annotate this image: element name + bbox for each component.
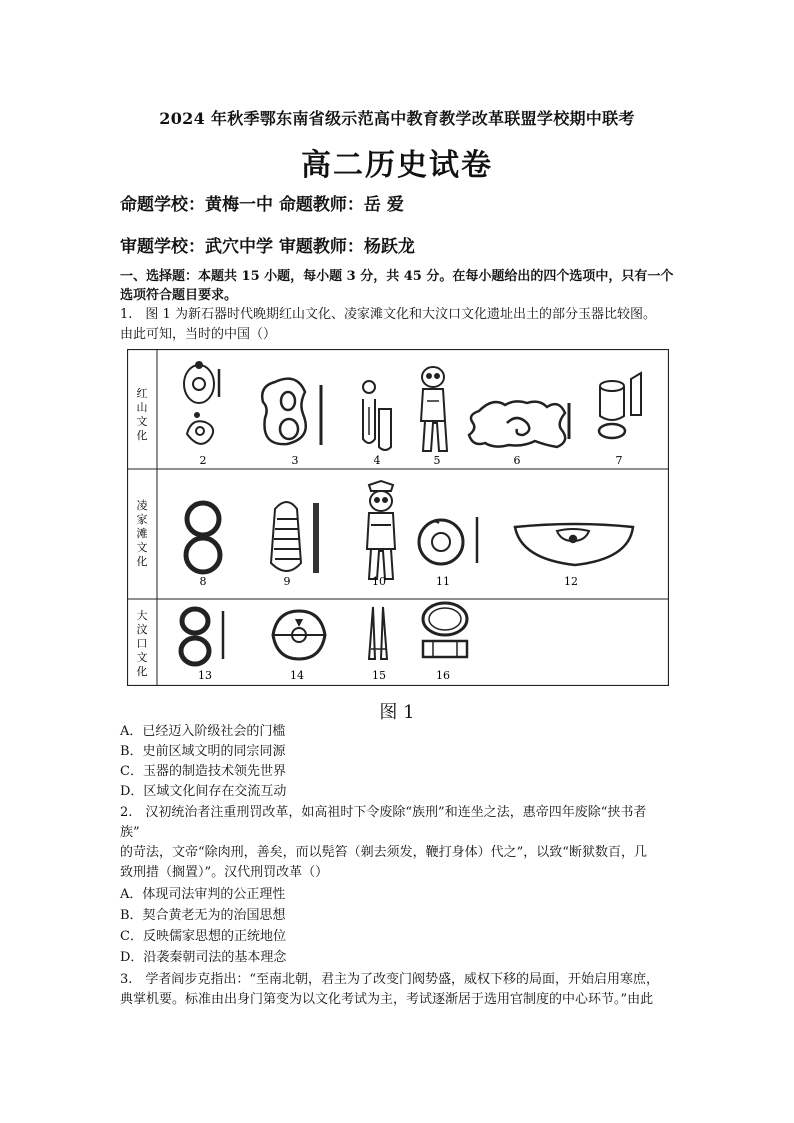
- setter-line: 命题学校：黄梅一中 命题教师：岳 爱: [120, 195, 404, 215]
- artifact-13-double-ring: [181, 609, 223, 664]
- stem-line: 2. 汉初统治者注重刑罚改革，如高祖时下令废除“族刑”和连坐之法，惠帝四年废除“挟书者: [120, 805, 647, 820]
- svg-text:文: 文: [136, 415, 148, 428]
- stem-line: 由此可知，当时的中国（）: [120, 327, 277, 342]
- question-2-option-d: D．沿袭秦朝司法的基本理念: [120, 950, 287, 965]
- artifact-10-human-figure: [367, 481, 395, 579]
- reviewer-line: 审题学校：武穴中学 审题教师：杨跃龙: [120, 237, 415, 257]
- question-1-option-b: B．史前区域文明的同宗同源: [120, 744, 286, 759]
- figure-number: 3: [291, 454, 299, 467]
- row-label-lingjiatan: [137, 498, 148, 568]
- svg-text:化: 化: [136, 665, 148, 678]
- subject-title: 高二历史试卷: [301, 148, 493, 183]
- figure-drawing: [127, 349, 669, 686]
- figure-number: 15: [372, 669, 386, 682]
- figure-number: 13: [198, 669, 212, 682]
- artifact-6-cloud-plaque: [469, 401, 569, 447]
- question-1-option-a: A．已经迈入阶级社会的门槛: [120, 724, 286, 739]
- figure-number: 7: [615, 454, 623, 467]
- svg-text:文: 文: [136, 541, 148, 554]
- svg-text:大: 大: [136, 609, 148, 622]
- figure-number: 4: [373, 454, 381, 467]
- artifact-14-disc: [273, 611, 325, 659]
- question-1-stem: [120, 305, 680, 345]
- figure-number: 2: [199, 454, 207, 467]
- figure-number: 11: [436, 575, 450, 588]
- stem-line: 族”: [120, 825, 140, 840]
- artifact-7-cylinder: [599, 373, 641, 438]
- svg-text:家: 家: [136, 513, 148, 526]
- question-3-stem: [120, 970, 680, 1010]
- figure-number: 12: [564, 575, 578, 588]
- row-3-numbers: [198, 669, 450, 682]
- artifact-5-human-figure: [421, 367, 447, 451]
- artifact-3-double-ring: [262, 379, 321, 445]
- question-2-option-c: C．反映儒家思想的正统地位: [120, 929, 286, 944]
- row-label-hongshan: [137, 387, 148, 442]
- svg-text:化: 化: [136, 555, 148, 568]
- row-1-numbers: [200, 454, 623, 467]
- row-label-dawenkou: [137, 608, 148, 678]
- stem-line: 典掌机要。标准由出身门第变为以文化考试为主，考试逐渐居于选用官制度的中心环节。”由此: [120, 992, 654, 1007]
- stem-line: 3. 学者阎步克指出：“至南北朝，君主为了改变门阀势盛，威权下移的局面，开始启用寒庶，: [120, 972, 660, 987]
- figure-number: 8: [199, 575, 207, 588]
- svg-text:口: 口: [136, 637, 148, 650]
- figure-number: 5: [433, 454, 441, 467]
- artifact-15-rods: [369, 607, 387, 659]
- question-2-option-b: B．契合黄老无为的治国思想: [120, 908, 286, 923]
- artifact-11-ring: [419, 517, 477, 564]
- artifact-12-arc-pendant: [515, 524, 633, 565]
- row-2-numbers: [200, 575, 579, 588]
- artifact-8-double-ring: [186, 503, 220, 572]
- figure-number: 10: [372, 575, 386, 588]
- svg-text:凌: 凌: [136, 499, 148, 512]
- figure-number: 9: [283, 575, 291, 588]
- section-heading: 一、选择题：本题共 15 小题，每小题 3 分，共 45 分。在每小题给出的四个选项中，只有一个选项符合题目要求。: [120, 269, 674, 303]
- question-1-option-d: D．区域文化间存在交流互动: [120, 784, 287, 799]
- artifact-9-ribbed-piece: [271, 502, 319, 573]
- stem-line: 1. 图 1 为新石器时代晚期红山文化、凌家滩文化和大汶口文化遗址出土的部分玉器比较图。: [120, 307, 656, 322]
- svg-text:化: 化: [136, 429, 148, 442]
- question-1-option-c: C．玉器的制造技术领先世界: [120, 764, 286, 779]
- exam-title: 2024 年秋季鄂东南省级示范高中教育教学改革联盟学校期中联考: [159, 109, 635, 128]
- svg-text:文: 文: [136, 651, 148, 664]
- question-2-stem: [120, 803, 680, 883]
- svg-text:滩: 滩: [136, 527, 148, 540]
- figure-number: 16: [436, 669, 450, 682]
- svg-text:山: 山: [136, 401, 148, 414]
- svg-text:红: 红: [136, 387, 148, 400]
- jade-comparison-figure: [127, 349, 669, 686]
- figure-number: 6: [513, 454, 521, 467]
- stem-line: 致刑措（搁置）”。汉代刑罚改革（）: [120, 865, 329, 880]
- artifact-4-hooks: [363, 381, 391, 450]
- figure-number: 14: [290, 669, 304, 682]
- artifact-2-pendants: [184, 362, 219, 444]
- question-2-option-a: A．体现司法审判的公正理性: [120, 887, 286, 902]
- artifact-16-bracelet: [423, 603, 467, 657]
- stem-line: 的苛法，文帝“除肉刑，善矣，而以髡笞（剃去须发，鞭打身体）代之”，以致“断狱数百，几: [120, 845, 647, 860]
- svg-text:汶: 汶: [136, 623, 148, 636]
- figure-caption: 图 1: [379, 702, 415, 723]
